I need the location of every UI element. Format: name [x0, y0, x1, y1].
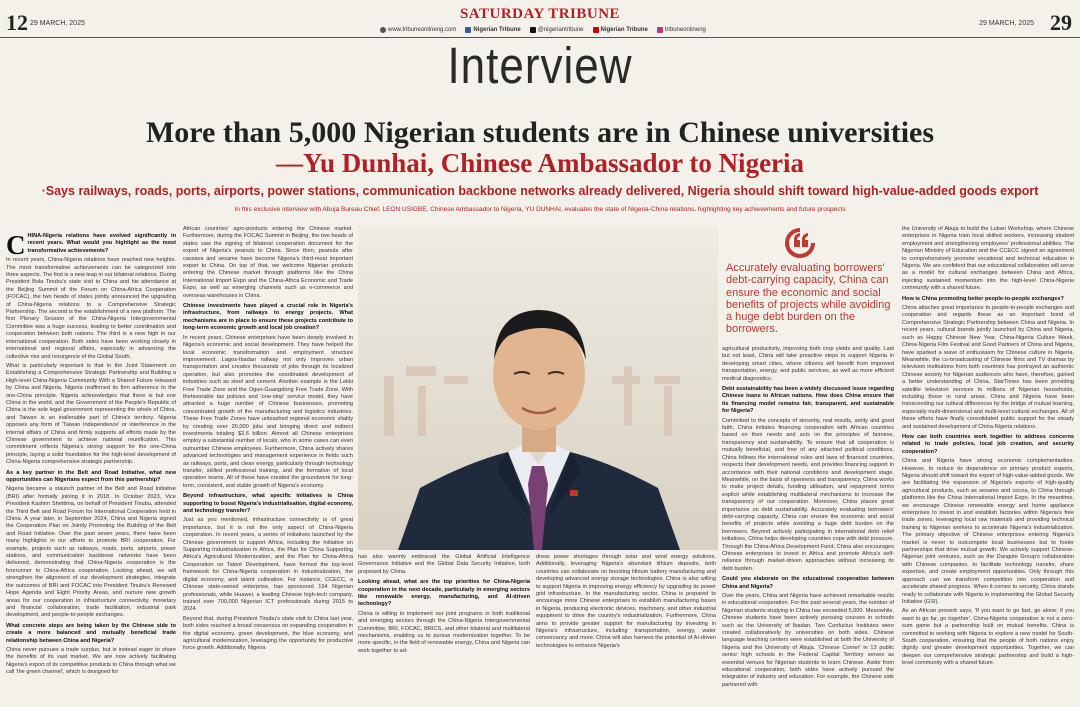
interview-question: As a key partner in the Belt and Road Initiative, what new opportunities can Nigerians expect from this partnership?	[6, 469, 176, 483]
youtube-icon	[593, 27, 599, 33]
interview-question: How can both countries work together to address concerns related to trade policies, local job creation, and security cooperation?	[902, 433, 1074, 455]
interview-answer: African countries' agro-products entering the Chinese market. Furthermore, during the FOCAC Summit in Beijing, the two heads of states saw the signing of bilateral cooperation document for the export of Nigeria's peanuts to China. Since then, peanuts after cassava and sesame have become Nigeria's third-most important export to China. On top of that, we welcome Nigerian products entering the Chinese market through platforms like the China International Import Expo and the China-Africa Economic and Trade Expo, as well as emerging channels such as e-commerce and overseas warehouses in China.	[183, 226, 353, 299]
interview-answer: Nigeria became a staunch partner of the Belt and Road Initiative (BRI) after formally joining it in 2018. In October 2023, Vice President Kashim Shettima, on behalf of President Tinubu, attended the Third Belt and Road Forum for International Cooperation held in China. A year later, in September 2024, China and Nigeria signed the Cooperation Plan on Jointly Promoting the Building of the Belt and Road Initiative. Over the past seven years, there have been many highlights in our efforts to promote BRI cooperation. For example, projects such as railways, roads, ports, airports, power stations, and communication backbone networks have been delivered, demonstrating that China-Nigeria cooperation is the forerunner to China-Africa cooperation. Looking ahead, we will strengthen the alignment of our development strategies, integrate the outcomes of BRI and FOCAC into President Tinubu's Renewed Hope Agenda and Eight Priority Areas, and nurture new growth areas for our cooperation in infrastructure connectivity, monetary and financial collaboration, trade facilitation, industrial park development, and people-to-people exchanges.	[6, 486, 176, 619]
headline: More than 5,000 Nigerian students are in Chinese universities	[145, 116, 935, 149]
article-column-4	[536, 554, 716, 707]
interview-answer: What is particularly important is that in the Joint Statement on Establishing a Comprehensive Strategic Partnership and Building a High-level China-Nigeria Community With a Shared Future released by China and Nigeria, Nigeria reaffirmed its firm adherence to the one-China principle. Nigeria acknowledges that there is but one China in the world, and the Government of the People's Republic of China is the sole legal government representing the whole of China, and Taiwan is an inalienable part of China's territory. Nigeria opposes any form of 'Taiwan Independence' or interference in the internal affairs of China and firmly supports all efforts made by the Chinese government to achieve national reunification. This commitment reflects Nigeria's strong support for the one-China principle, laying a solid foundation for the high-level development of China-Nigeria comprehensive strategic partnership.	[6, 362, 176, 466]
interview-answer: China never pursues a trade surplus, but is instead eager to share the benefits of its vast market. We are now actively facilitating Nigeria's export of its competitive products to China through what we call 'the green channel', which is designed for	[6, 646, 176, 676]
article-column-6	[902, 226, 1074, 707]
interview-answer: China and Nigeria have strong economic complementarities. However, to reduce its dependence on primary product exports, Nigeria should shift toward the export of high-value-added goods. We are facilitating the expansion of Nigeria's exports of high-quality agricultural products, such as sesame and cocoa, to China through platforms like the China International Import Expo. In the meantime, we encourage Chinese renewable energy and home appliance enterprises to invest in and establish factories within Nigeria's free trade zones, leveraging local raw materials and providing technical training to Nigerian workers to accelerate Nigeria's industrialization. The primary objective of Chinese enterprises entering Nigeria's market is never to outcompete local businesses but to foster partnerships that drive mutual growth. We actively support Chinese-Nigerian joint ventures, such as the Dangote Group's collaboration with Chinese companies, to facilitate technology transfer, share expertise, and create employment opportunities. Only through this approach can we transform competition into cooperation and accelerate shared progress. When it comes to security, China stands ready to collaborate with Nigeria in implementing the Global Security Initiative (GSI).	[902, 458, 1074, 605]
pull-quote-text: Accurately evaluating borrowers' debt-carrying capacity, China can ensure the economic and social benefits of projects while avoiding a huge debt burden on the borrowers.	[726, 262, 891, 336]
right-page-date: 29 MARCH, 2025	[979, 20, 1034, 27]
interview-question	[6, 230, 176, 260]
interview-answer: China is willing to implement our joint programs in both traditional and emerging sectors through the China-Nigeria Intergovernmental Committee, BRI, FOCAC, BRICS, and other bilateral and multilateral mechanisms, enabling us to pursue modernization together. To be more specific, in the field of renewable energy, China and Nigeria can work together to ad-	[358, 610, 530, 654]
article-column-1	[6, 230, 176, 707]
interview-question: What concrete steps are being taken by the Chinese side to create a more balanced and mutually beneficial trade relationship between China and Nigeria?	[6, 622, 176, 644]
quote-mark-icon	[784, 228, 816, 258]
right-page-number: 29	[1050, 10, 1072, 35]
interview-answer: In recent years, China-Nigeria relations have reached new heights. The most transformative achievements can be categorized into three aspects. The first is a new leap in our bilateral relations. During President Bola Tinubu's state visit to China and his attendance at the Beijing Summit of the Forum on China-Africa Cooperation (FOCAC), the two heads of states jointly announced the upgrading of China-Nigeria relations to a Comprehensive Strategic Partnership. The second is the establishment of a new platform. The first Plenary Session of the China-Nigeria Intergovernmental Committee was a huge success, leading to better coordination and cooperation between both nations. The third is a new high in our international cooperation. Both sides have been working closely in international and regional affairs, especially in advancing the collective rise and resurgence of the Global South.	[6, 257, 176, 360]
interview-question: Debt sustainability has been a widely discussed issue regarding Chinese loans to African nations. How does China ensure that its financing model remains fair, transparent, and sustainable for Nigeria?	[722, 386, 894, 415]
interview-answer: As an African proverb says, 'If you want to go fast, go alone; if you want to go far, go together'. China-Nigeria cooperation is not a zero-sum game but a partnership built on mutual benefits. China is committed to working with Nigeria to explore a new model for South-South cooperation, ensuring that the people of both nations enjoy dignity and greater development opportunities. Together, we can deepen our comprehensive strategic partnership and build a high-level community with a shared future.	[902, 608, 1074, 667]
facebook-link[interactable]: Nigerian Tribune	[465, 27, 520, 33]
article-column-5	[722, 346, 894, 707]
interview-question: Chinese investments have played a crucial role in Nigeria's infrastructure, from railways to energy projects. What mechanisms are in place to ensure these projects contribute to long-term economic growth and local job creation?	[183, 303, 353, 332]
paragraph-text: HINA-Nigeria relations have evolved significantly in recent years. What would you highlight as the most transformative achievements?	[27, 233, 176, 254]
social-links	[380, 27, 710, 33]
instagram-link[interactable]: tribuneonlineng	[657, 27, 706, 33]
subhead: ·Says railways, roads, ports, airports, power stations, communication backbone networks already delivered, Nigeria should shift toward high-value-added goods export	[41, 184, 1039, 198]
article-column-3	[358, 554, 530, 707]
page-header	[0, 0, 1080, 40]
newspaper-masthead: SATURDAY TRIBUNE	[459, 6, 621, 22]
facebook-icon	[465, 27, 471, 33]
left-page-number: 12	[6, 10, 28, 35]
globe-icon	[380, 27, 386, 33]
interview-answer: Just as you mentioned, infrastructure connectivity is of great importance, but it is not the only aspect of China-Nigeria cooperation. In recent years, a series of initiatives launched by the Chinese government to support Africa, including the Initiative on Supporting Industrialization in Africa, the Plan for China Supporting Africa's Agricultural Modernization, and the Plan for China-Africa Cooperation on Talent Development, have formed the top-level framework for China-Nigeria cooperation in industrialization, the digital economy, and talent cultivation. For instance, CCECC, a Chinese state-owned enterprise, has sponsored 194 Nigerian professionals, while Huawei, a leading Chinese high-tech company, trained over 700,000 Nigerian ICT professionals during 2015 to 2024.	[183, 517, 353, 613]
website-link[interactable]: www.tribuneonlineng.com	[380, 27, 456, 33]
interview-answer: China attaches great importance to people-to-people exchanges and cooperation and regards these as an important bond of Comprehensive Strategic Partnership between China and Nigeria. In recent years, cultural brands jointly launched by China and Nigeria, such as Happy Chinese New Year, China-Nigeria Culture Week, China-Nigeria Film Festival and Good Partners of China and Nigeria, have sparked a wave of enthusiasm for Chinese culture in Nigeria. Meanwhile, the co-broadcasting of Chinese films and TV dramas by television institutions from both countries has portrayed an authentic Chinese society for Nigerian audiences who have, therefore, gained a better understanding of China. StarTimes has been providing satellite television services to millions of Nigerian households, including those in rural areas. China and Nigeria have been transcending our cultural differences by the bridge of mutual learning, especially multi-dimensional and multi-level cultural exchanges. All of these efforts have finally consolidated public support for the steady and sustained development of China-Nigeria relations.	[902, 305, 1074, 430]
pull-quote-box	[722, 226, 894, 344]
interview-answer: Beyond that, during President Tinubu's state visit to China last year, both sides reached a broad consensus on expanding cooperation in the digital economy, green development, the blue economy, and agricultural modernization, leveraging the opportunity for productive force growth. Additionally, Nigeria	[183, 615, 353, 652]
interview-answer: the University of Abuja to build the Luban Workshop, where Chinese enterprises in Nigeria train local skilled workers, increasing student employment and strengthening employees' professional abilities. The Nigerian Ministry of Education and the CCECC signed an agreement to comprehensively promote vocational and technical education in Nigeria. We are confident that our educational collaboration will serve as a model for cultural exchanges between China and Africa, injecting sustained momentum into the high-level China-Nigeria community with a shared future.	[902, 226, 1074, 292]
drop-cap: C	[6, 230, 26, 260]
interview-answer: In recent years, Chinese enterprises have been deeply involved in Nigeria's economic and social development. They have helped the local economic transformation and employment structure improvement. Lagos-Ibadan railway not only improves urban transportation and creates thousands of jobs through its localized operation, but also promotes the coordinated development of industries such as steel and cement. Another example is the Lekki Free Trade Zone and the Ogun-Guangdong Free Trade Zone. With thefavorable tax policies and 'one-stop' service model, they have attracted a huge number of Chinese businesses, promoting concentrated growth of the manufacturing and logistics industries. These Free Trade Zones have unleashed regional economic vitality by creating over 20,000 jobs and bringing direct and indirect investments totaling $2.6 billion. Almost all Chinese enterprises employ a substantial number of locals, who in some cases can even outnumber Chinese employees. Furthermore, China actively shares advanced technologies and management experience in fields such as railways, ports, and clean energy, particularly through technology transfer, skilled professional training, and the formation of local operation teams. All of these have created the groundwork for long-term, consistent, and stable growth of Nigeria's economy.	[183, 334, 353, 489]
interview-answer: has also warmly embraced the Global Artificial Intelligence Governance Initiative and the Global Data Security Initiative, both proposed by China.	[358, 554, 530, 575]
interview-question: Could you elaborate on the educational cooperation between China and Nigeria?	[722, 576, 894, 590]
ambassador-portrait	[358, 226, 718, 550]
interview-question: Looking ahead, what are the top priorities for China-Nigeria cooperation in the next decade, particularly in emerging sectors like renewable energy, manufacturing, and AI-driven technology?	[358, 579, 530, 608]
interview-answer: Over the years, China and Nigeria have achieved remarkable results in educational cooperation. For the past several years, the number of Nigerian students studying in China has exceeded 5,000. Meanwhile, Chinese students have been actively pursuing courses in schools such as the University of Ibadan. Two Confucius Institutes were created collaboratively by universities on both sides. Chinese language teaching centers were established at both the University of Nigeria and the University of Abuja. 'Chinese Corner' in 13 public senior high schools in the Federal Capital Territory serves as essential venues for Nigerian students to learn Chinese. Aside from educational cooperation, both sides have actively pursued the integration of industry and education. For example, the Chinese side partnered with	[722, 593, 894, 688]
interview-answer: dress power shortages through solar and wind energy solutions. Additionally, leveraging Nigeria's abundant lithium deposits, both countries can collaborate on boosting lithium battery manufacturing and developing advanced energy storage technologies. China is also willing to support Nigeria in improving energy efficiency by upgrading its power grid infrastructure. In the manufacturing sector, China is prepared to encourage more Chinese enterprises to establish manufacturing bases in Nigeria, producing electronic devices, machinery, and other industrial equipment to drive the country's industrialization. Furthermore, China aims to provide greater support for manufacturing by investing in Nigeria's infrastructure, including transportation, energy, water conservancy and more. China will also harness the potential of AI-driven technologies to enhance Nigeria's	[536, 554, 716, 649]
youtube-link[interactable]: Nigerian Tribune	[593, 27, 648, 33]
interview-question: How is China promoting better people-to-people exchanges?	[902, 295, 1064, 302]
left-page-date: 29 MARCH, 2025	[30, 20, 85, 27]
section-title: Interview	[447, 38, 633, 95]
x-icon	[530, 27, 536, 33]
x-link[interactable]: @nigeriantribune	[530, 27, 584, 33]
interview-question: Beyond infrastructure, what specific initiatives is China supporting to boost Nigeria's industrialisation, digital economy, and technology transfer?	[183, 493, 353, 515]
article-column-2	[183, 226, 353, 707]
instagram-icon	[657, 27, 663, 33]
byline: —Yu Dunhai, Chinese Ambassador to Nigeria	[275, 148, 805, 178]
intro-text: In this exclusive interview with Abuja Bureau Chief, LEON USIGBE, Chinese Ambassador to Nigeria, YU DUNHAI, evaluates the state of Nigeria-China relations, highlighting key achievements and future prospects	[234, 206, 846, 213]
interview-answer: Committed to the concepts of sincerity, real results, amity and good faith, China initiates financing cooperation with African countries based on their needs and acts on the principles of fairness, transparency and sustainability. To ensure that all cooperation is mutually beneficial, and free of any attached political conditions, China follows the international rules and laws of financed countries, respects their development needs, and provides financing support in accordance with their national conditions and development stage. Meanwhile, on the basis of openness and transparency, China works to make project details, funding utilisation, and repayment terms explicit while establishing multilateral mechanisms to increase the transparency of our cooperation. Moreover, China places great importance on debt sustainability. Accurately evaluating borrowers' debt-carrying capacity, China can ensure the economic and social benefits of projects while avoiding a huge debt burden on the borrowers. Beyond actively participating in international debt relief initiatives, China helps developing countries cope with debt pressure. Through the China-Africa Development Fund, China also encourages Chinese enterprises to invest in Africa and promote Africa's self-reliance through market-driven approaches without increasing its debt burden.	[722, 417, 894, 572]
interview-answer: agricultural productivity, improving both crop yields and quality. Last but not least, China will take proactive steps to support Nigeria in developing smart cities, where citizens will benefit from improved transportation, energy, and public services, as well as more efficient medical diagnostics.	[722, 346, 894, 382]
ambassador-photo	[358, 226, 718, 550]
